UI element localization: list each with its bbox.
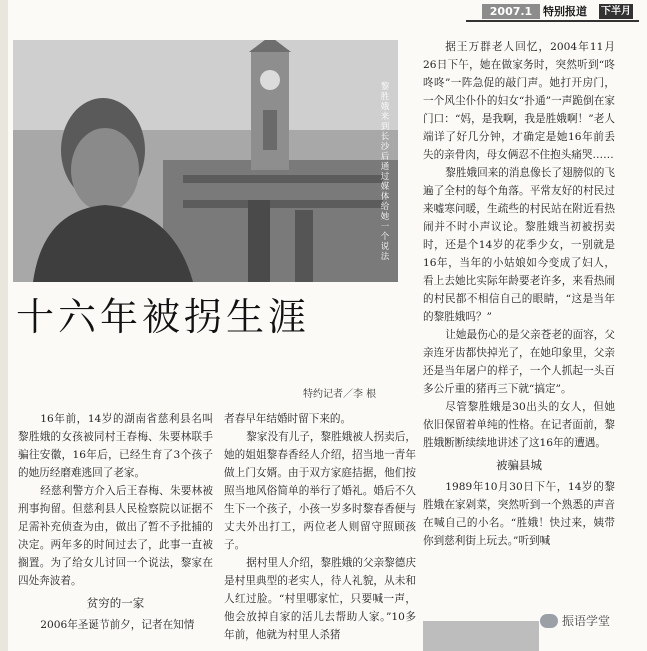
subheading: 被骗县城 [496,458,542,472]
subheading: 贫穷的一家 [86,596,145,610]
paragraph: 让她最伤心的是父亲苍老的面容，父亲连牙齿都快掉光了，在她印象里，父亲还是当年屠户的样子，一个人抓起一头百多公斤重的猪再三下就“搞定”。 [423,329,615,395]
issue-label: 2007.1 [482,4,540,19]
paragraph: 者春早年结婚时留下来的。 [224,413,352,425]
article-headline: 十六年被拐生涯 [16,295,311,339]
paragraph: 经慈利警方介入后王春梅、朱要林被刑事拘留。但慈利县人民检察院以证据不足需补充侦查为由，做出了暂不予批捕的决定。两年多的时间过去了，此事一直被搁置。为了给女儿讨回一个说法，黎家在四处奔波着。 [18,485,213,587]
watermark-text: 振语学堂 [562,614,611,628]
half-label: 下半月 [601,6,631,17]
paragraph: 1989年10月30日下午，14岁的黎胜娥在家剁菜，突然听到一个熟悉的声音在喊自己的小名。“胜娥！快过来，姨带你到慈利街上玩去。”听到喊 [423,481,615,547]
chat-bubble-icon [540,614,558,628]
photo-caption: 黎胜娥来到长沙后通过媒体给她一个说法 [380,82,390,262]
paragraph: 据王万群老人回忆，2004年11月26日下午，她在做家务时，突然听到“咚咚咚”一阵急促的敲门声。她打开房门，一个风尘仆仆的妇女“扑通”一声跪倒在家门口：“妈，是我啊，我是胜娥啊！”老人端详了好几分钟，才确定是她16年前丢失的亲骨肉，母女俩忍不住抱头痛哭…… [423,41,615,161]
bottom-photo [423,621,539,651]
column-3 [423,38,615,550]
column-1 [18,410,213,634]
photo-illustration [13,40,398,282]
paragraph: 尽管黎胜娥是30出头的女人，但她依旧保留着单纯的性格。在记者面前，黎胜娥断断续续地讲述了这16年的遭遇。 [423,401,615,449]
paragraph: 2006年圣诞节前夕，记者在知情 [40,619,195,631]
page-gutter [0,0,8,651]
watermark [540,612,610,629]
paragraph: 16年前，14岁的湖南省慈利县名叫黎胜娥的女孩被同村王春梅、朱要林联手骗往安徽，16年后，已经生育了3个孩子的她历经磨难逃回了老家。 [18,413,213,479]
column-2 [224,410,416,644]
byline: 特约记者／李 根 [303,389,377,400]
section-label: 特别报道 [543,5,587,18]
paragraph: 据村里人介绍，黎胜娥的父亲黎德庆是村里典型的老实人，待人礼貌，从未和人红过脸。“村里哪家忙，只要喊一声，他会放掉自家的活儿去帮助人家。”10多年前，他就为村里人杀猪 [224,557,416,641]
header-rule [466,20,639,22]
paragraph: 黎胜娥回来的消息像长了翅膀似的飞遍了全村的每个角落。平常友好的村民过来嘘寒问暖，生疏些的村民站在附近看热闹并不时小声议论。黎胜娥当初被拐卖时，还是个14岁的花季少女，一别就是16年，当年的小姑娘如今变成了妇人，看上去她比实际年龄要老许多，来看热闹的村民都不相信自己的眼睛，“这是当年的黎胜娥吗？” [423,167,615,323]
news-photo [13,40,398,282]
paragraph: 黎家没有儿子，黎胜娥被人拐卖后，她的姐姐黎春香经人介绍，招当地一青年做上门女婿。由于双方家庭拮据，他们按照当地风俗简单的举行了婚礼。婚后不久生下一个孩子，小孩一岁多时黎春香便与丈夫外出打工，两位老人则留守照顾孩子。 [224,431,416,551]
